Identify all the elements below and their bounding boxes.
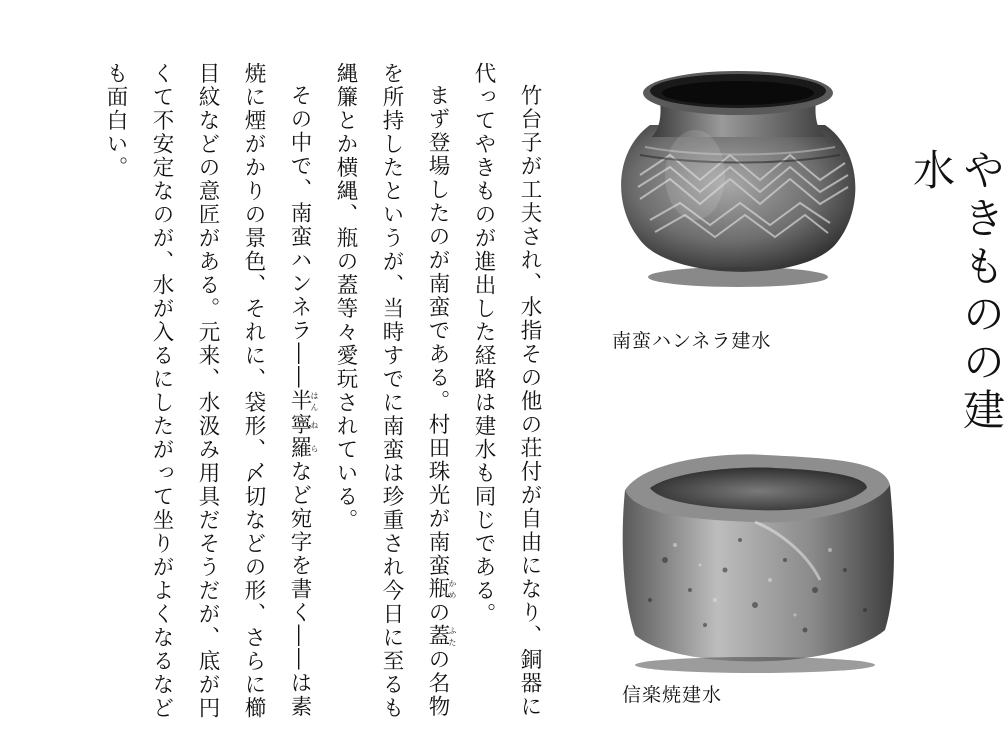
ruby-annotated-text: 羅ら bbox=[287, 436, 319, 460]
ruby-annotated-text: 寧ね bbox=[287, 412, 319, 436]
text-segment: など宛字を書く――は素焼に煙がかりの景色、それに、袋形、〆切などの形、さらに櫛目紋などの意匠がある。元来、水汲み用具だそうだが、底が円くて不安定なのが、水が入るにしたがって坐りがよくなるなども面白い。 bbox=[103, 62, 312, 720]
paragraph-1 bbox=[460, 62, 552, 722]
text-segment: 竹台子が工夫され、水指その他の荘付が自由になり、銅器に代ってやきものが進出した経路は建水も同じである。 bbox=[471, 62, 542, 718]
ruby-annotated-text: 瓶かめ bbox=[425, 577, 457, 601]
round-jar-photo bbox=[600, 55, 880, 305]
page-title: やきものの建水 bbox=[907, 148, 1006, 436]
rough-bowl-photo bbox=[605, 430, 905, 680]
body-text bbox=[82, 62, 552, 722]
photo-caption-1: 南蛮ハンネラ建水 bbox=[612, 330, 772, 352]
ruby-annotated-text: 蓋ふた bbox=[425, 624, 457, 648]
paragraph-3 bbox=[92, 62, 322, 722]
photo-caption-2: 信楽焼建水 bbox=[622, 684, 723, 706]
paragraph-2 bbox=[322, 62, 460, 722]
text-segment: の名物を所持したというが、当時すでに南蛮は珍重され今日に至るも縄簾とか横縄、瓶の蓋等々愛玩されている。 bbox=[333, 62, 450, 720]
text-segment: まず登場したのが南蛮である。村田珠光が南蛮 bbox=[425, 83, 450, 577]
ruby-annotated-text: 半はん bbox=[287, 389, 319, 413]
text-segment: その中で、南蛮ハンネラ―― bbox=[287, 83, 312, 389]
text-segment: の bbox=[425, 600, 450, 624]
